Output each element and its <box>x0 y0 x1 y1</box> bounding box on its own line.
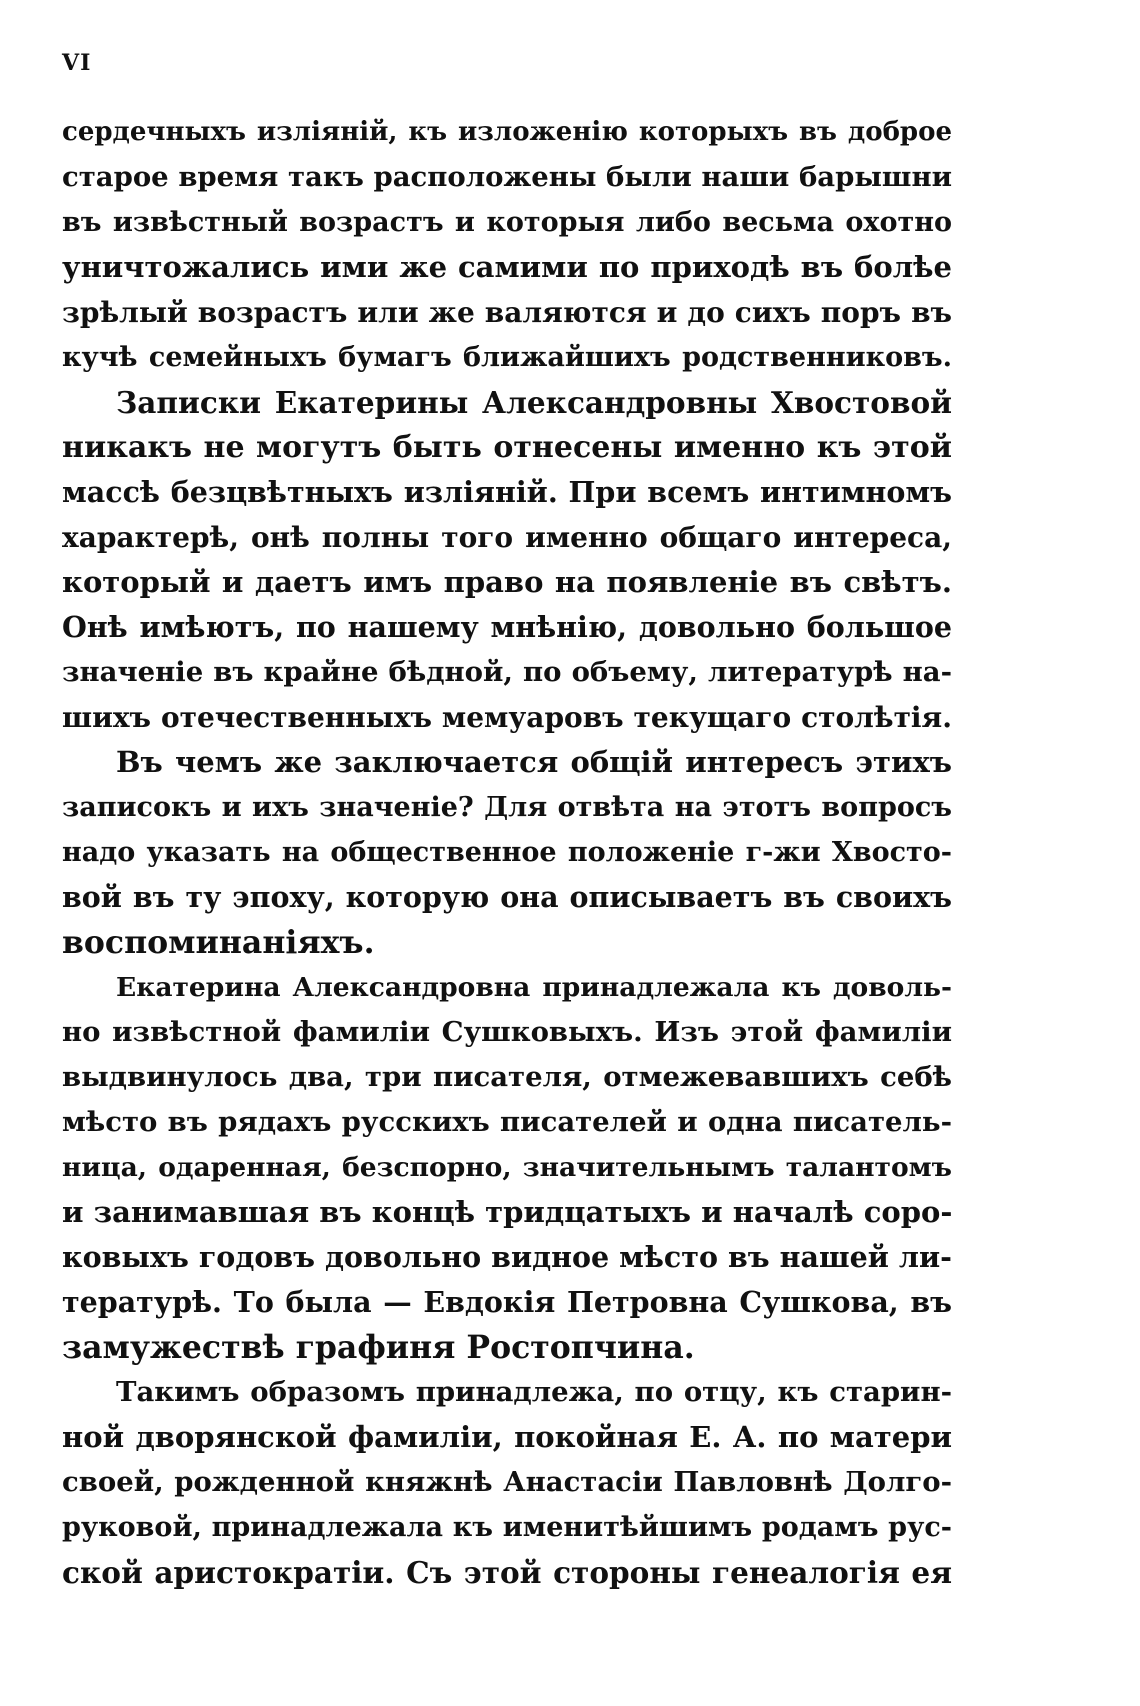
text-line: Онѣ имѣютъ, по нашему мнѣнiю, довольно большое <box>62 610 952 644</box>
text-line: ской аристократiи. Съ этой стороны генеалогiя ея <box>62 1555 952 1590</box>
text-line: ковыхъ годовъ довольно видное мѣсто въ нашей ли- <box>62 1240 952 1274</box>
text-line: характерѣ, онѣ полны того именно общаго интереса, <box>62 521 952 554</box>
text-line: Такимъ образомъ принадлежа, по отцу, къ старин- <box>116 1376 952 1408</box>
body-text <box>62 110 952 1595</box>
text-line: старое время такъ расположены были наши барышни <box>62 161 952 193</box>
paragraph-1 <box>62 110 952 380</box>
text-line: выдвинулось два, три писателя, отмежевавшихъ себѣ <box>62 1061 952 1093</box>
text-line: въ извѣстный возрастъ и которыя либо весьма охотно <box>62 207 952 238</box>
text-line: тературѣ. То была — Евдокiя Петровна Сушкова, въ <box>62 1285 952 1319</box>
text-line: зрѣлый возрастъ или же валяются и до сихъ поръ въ <box>62 296 952 329</box>
page-number: VI <box>62 50 92 76</box>
text-line: ной дворянской фамилiи, покойная Е. А. по матери <box>62 1420 952 1454</box>
text-line: воспоминанiяхъ. <box>62 924 375 961</box>
text-line: уничтожались ими же самими по приходѣ въ болѣе <box>62 250 952 284</box>
paragraph-5 <box>62 1370 952 1595</box>
text-line: и занимавшая въ концѣ тридцатыхъ и началѣ соро- <box>62 1195 952 1229</box>
text-line: Екатерина Александровна принадлежала къ доволь- <box>116 972 952 1003</box>
text-line: ница, одаренная, безспорно, значительнымъ талантомъ <box>62 1152 952 1183</box>
text-line: никакъ не могутъ быть отнесены именно къ этой <box>62 430 952 465</box>
text-line: который и даетъ имъ право на появленiе въ свѣтъ. <box>62 565 952 599</box>
text-line: значенiе въ крайне бѣдной, по объему, литературѣ на- <box>62 656 952 688</box>
text-line: замужествѣ графиня Ростопчина. <box>62 1329 695 1366</box>
text-line: Въ чемъ же заключается общiй интересъ этихъ <box>116 745 952 779</box>
paragraph-4 <box>62 965 952 1370</box>
text-line: кучѣ семейныхъ бумагъ ближайшихъ родственниковъ. <box>62 342 952 373</box>
text-line: надо указать на общественное положенiе г-жи Хвосто- <box>62 837 952 868</box>
text-line: мѣсто въ рядахъ русскихъ писателей и одна писатель- <box>62 1106 952 1138</box>
paragraph-2 <box>62 380 952 740</box>
text-line: сердечныхъ излiянiй, къ изложенiю которыхъ въ доброе <box>62 117 952 147</box>
text-line: своей, рожденной княжнѣ Анастасiи Павловнѣ Долго- <box>62 1466 952 1498</box>
text-line: руковой, принадлежала къ именитѣйшимъ родамъ рус- <box>62 1512 952 1543</box>
text-line: шихъ отечественныхъ мемуаровъ текущаго столѣтiя. <box>62 701 952 734</box>
paragraph-3 <box>62 740 952 965</box>
text-line: но извѣстной фамилiи Сушковыхъ. Изъ этой фамилiи <box>62 1016 952 1048</box>
text-line: массѣ безцвѣтныхъ излiянiй. При всемъ интимномъ <box>62 475 952 509</box>
text-line: Записки Екатерины Александровны Хвостовой <box>116 385 952 420</box>
text-line: записокъ и ихъ значенiе? Для отвѣта на этотъ вопросъ <box>62 792 952 823</box>
text-line: вой въ ту эпоху, которую она описываетъ въ своихъ <box>62 880 952 914</box>
